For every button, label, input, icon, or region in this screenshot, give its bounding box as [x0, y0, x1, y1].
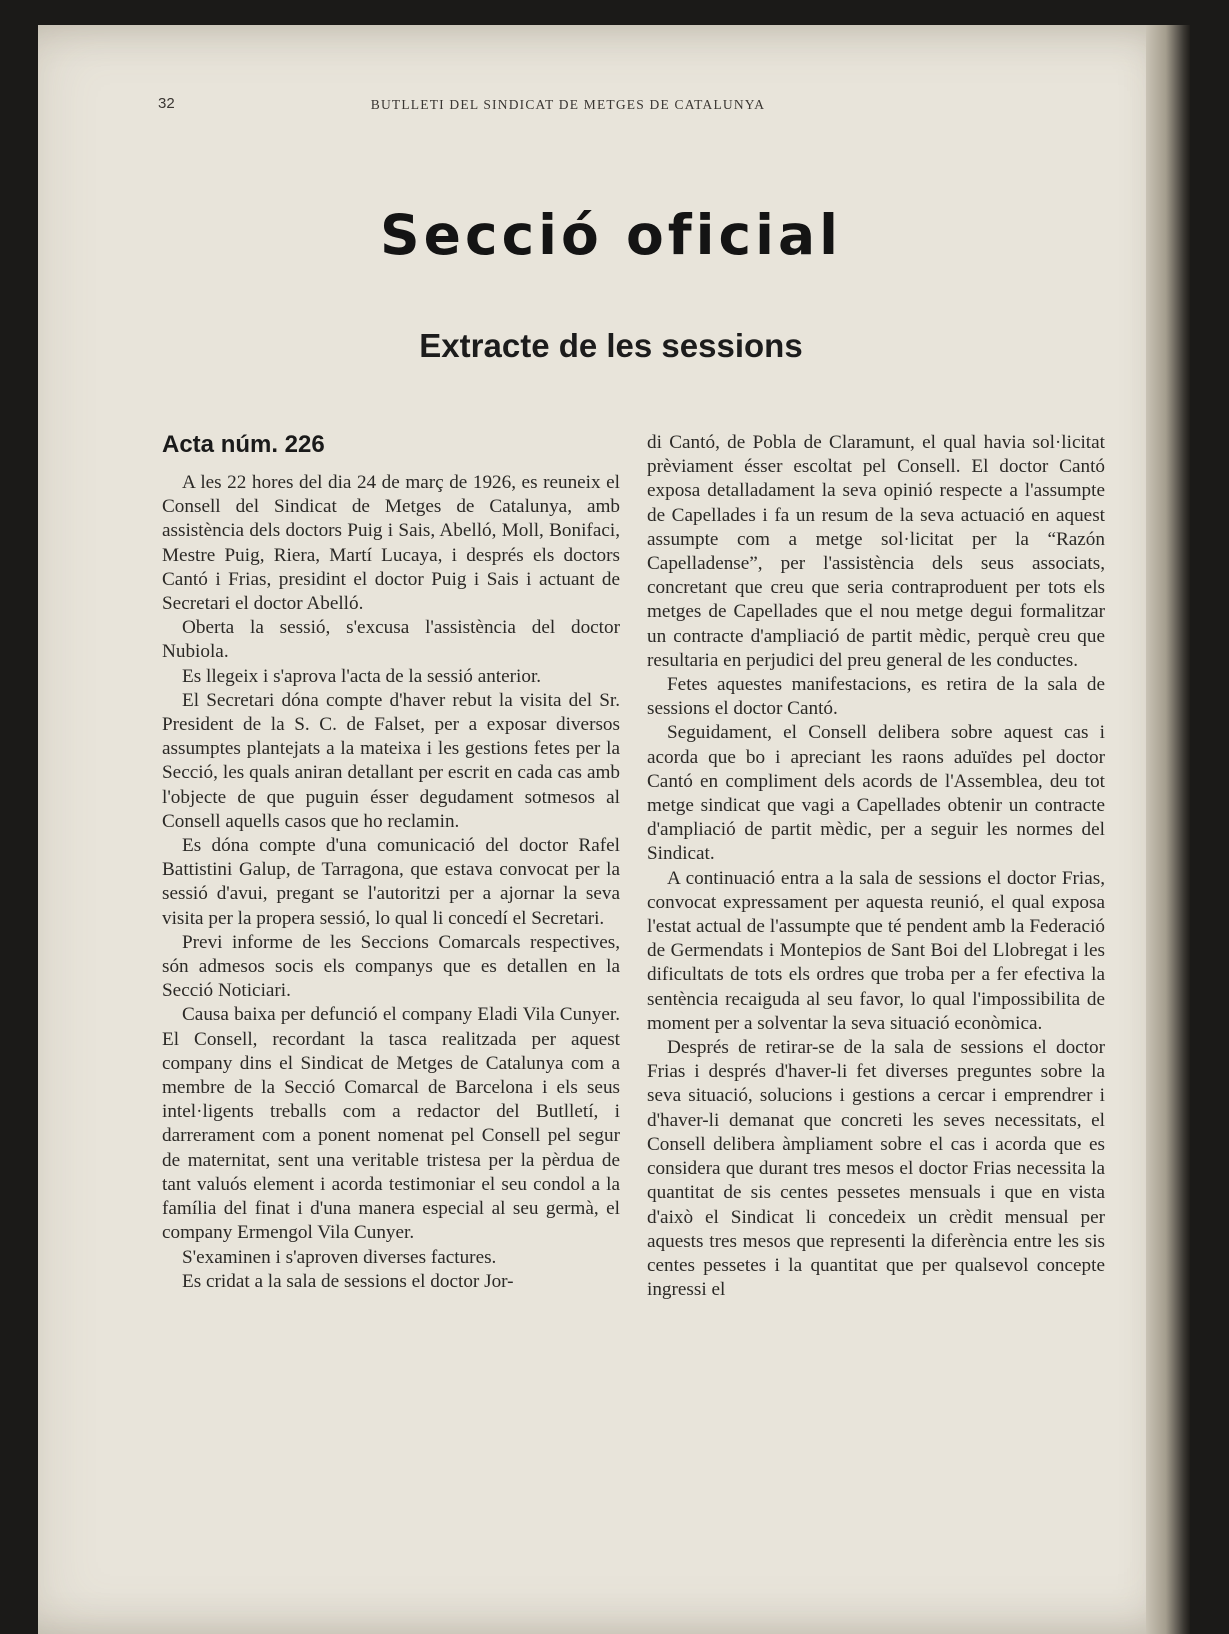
section-title: Secció oficial [380, 203, 842, 267]
paragraph: Es llegeix i s'aprova l'acta de la sessió anterior. [182, 665, 542, 687]
paragraph: Fetes aquestes manifestacions, es retira de la sala de sessions el doctor Cantó. [647, 674, 1105, 720]
paragraph: A continuació entra a la sala de sessions el doctor Frias, convocat expressament per aquesta reunió, el qual exposa l'estat actual de l'assumpte que té pendent amb la Federació de Germendats i Montepios de Sant Boi del Llobregat i les dificultats de tots els ordres que troba per a fer efectiva la sentència recaiguda al seu favor, lo qual l'impossibilita de moment per a solventar la seva situació econòmica. [647, 867, 1105, 1034]
document-page [38, 25, 1190, 1634]
right-column [647, 431, 1105, 1302]
left-column [162, 431, 620, 1294]
paragraph: A les 22 hores del dia 24 de març de 1926, es reuneix el Consell del Sindicat de Metges de Catalunya, amb assistència dels doctors Puig i Sais, Abelló, Moll, Bonifaci, Mestre Puig, Riera, Martí Lucaya, i després els doctors Cantó i Frias, presidint el doctor Puig i Sais i actuant de Secretari el doctor Abelló. [162, 472, 620, 615]
paragraph: Causa baixa per defunció el company Eladi Vila Cunyer. El Consell, recordant la tasca realitzada per aquest company dins el Sindicat de Metges de Catalunya com a membre de la Secció Comarcal de Barcelona i els seus intel·ligents treballs com a redactor del Butlletí, i darrerament com a ponent nomenat pel Consell pel segur de maternitat, sent una veritable tristesa per la pèrdua de tant valuós element i acorda testimoniar el seu condol a la família del finat i d'una manera especial al seu germà, el company Ermengol Vila Cunyer. [162, 1004, 620, 1244]
page-number: 32 [158, 95, 175, 112]
paragraph: El Secretari dóna compte d'haver rebut la visita del Sr. President de la S. C. de Falset, per a exposar diversos assumptes plantejats a la mateixa i les gestions fetes per la Secció, les quals aniran detallant per escrit en cada cas amb l'objecte de que puguin ésser degudament sotmesos al Consell aquells casos que ho reclamin. [162, 689, 620, 832]
paragraph: S'examinen i s'aproven diverses factures. [182, 1246, 497, 1268]
paragraph: Oberta la sessió, s'excusa l'assistència del doctor Nubiola. [162, 617, 620, 663]
paragraph: Després de retirar-se de la sala de sessions el doctor Frias i després d'haver-li fet diverses preguntes sobre la seva situació, solucions i gestions a cercar i emprendrer i d'haver-li demanat que concreti les seves necessitats, el Consell delibera àmpliament sobre el cas i acorda que es considera que durant tres mesos el doctor Frias necessita la quantitat de sis centes pessetes mensuals i que en vista d'això el Sindicat li concedeix un crèdit mensual per aquests tres mesos que representi la diferència entre les sis centes pessetes i la quantitat que per qualsevol concepte ingressi el [647, 1037, 1105, 1301]
journal-title: BUTLLETI DEL SINDICAT DE METGES DE CATALUNYA [370, 97, 766, 112]
section-subtitle: Extracte de les sessions [419, 327, 803, 364]
acta-heading: Acta núm. 226 [162, 431, 325, 458]
paragraph: Seguidament, el Consell delibera sobre aquest cas i acorda que bo i apreciant les raons aduïdes pel doctor Cantó en compliment dels acords de l'Assemblea, deu tot metge sindicat que vagi a Capellades obtenir un contracte d'ampliació de partit mèdic, per a seguir les normes del Sindicat. [647, 722, 1105, 865]
paragraph: Es dóna compte d'una comunicació del doctor Rafel Battistini Galup, de Tarragona, que estava convocat per la sessió d'avui, pregant se l'autoritzi per a ajornar la seva visita per la propera sessió, lo qual li concedí el Secretari. [162, 835, 620, 929]
paragraph: di Cantó, de Pobla de Claramunt, el qual havia sol·licitat prèviament ésser escoltat pel Consell. El doctor Cantó exposa detalladament la seva opinió respecte a l'assumpte de Capellades i fa un resum de la seva actuació en aquest assumpte com a metge sol·licitat per la “Razón Capelladense”, per l'assistència dels seus associats, concretant que creu que seria contraproduent per tots els metges de Capellades que el nou metge degui formalitzar un contracte d'ampliació de partit mèdic, perquè creu que resultaria en perjudici del preu general de les conductes. [647, 432, 1105, 671]
paragraph: Es cridat a la sala de sessions el doctor Jor- [182, 1270, 514, 1292]
paragraph: Previ informe de les Seccions Comarcals respectives, són admesos socis els companys que es detallen en la Secció Noticiari. [162, 931, 620, 1002]
